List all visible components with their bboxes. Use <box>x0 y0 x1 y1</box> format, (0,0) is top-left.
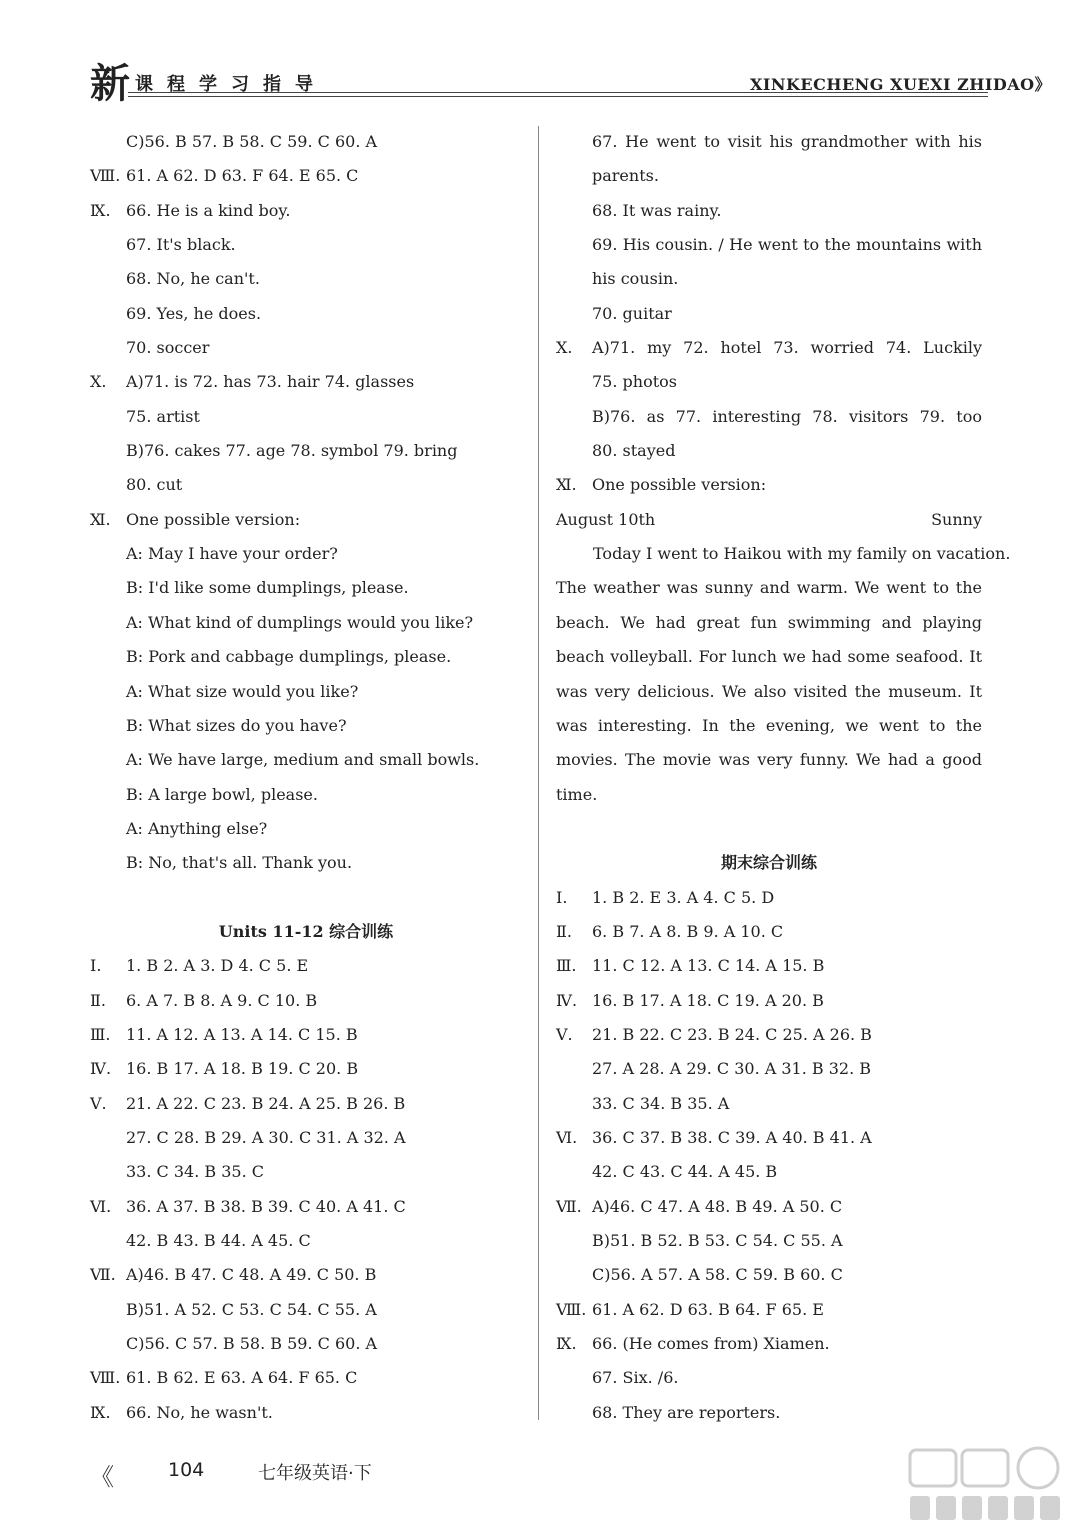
roman-numeral: Ⅸ. <box>556 1334 577 1354</box>
answer-line <box>90 675 522 709</box>
answer-text: B: Pork and cabbage dumplings, please. <box>126 647 452 667</box>
answer-line <box>90 468 522 502</box>
answer-text: 68. No, he can't. <box>126 269 260 289</box>
answer-text: 36. A 37. B 38. B 39. C 40. A 41. C <box>126 1196 406 1216</box>
roman-numeral: Ⅱ. <box>556 921 572 941</box>
answer-line <box>556 1224 982 1258</box>
answer-line <box>90 743 522 777</box>
answer-line <box>90 400 522 434</box>
section-title-text: Units 11-12 综合训练 <box>218 921 394 941</box>
answer-text: A)71. my 72. hotel 73. worried 74. Luckily <box>592 338 982 358</box>
answer-line <box>90 434 522 468</box>
answer-line <box>556 984 982 1018</box>
answer-text: A)71. is 72. has 73. hair 74. glasses <box>126 372 415 392</box>
answer-line <box>90 159 522 193</box>
spacer <box>556 812 982 846</box>
left-column <box>90 125 522 1430</box>
answer-line <box>90 1258 522 1292</box>
answer-text: 16. B 17. A 18. B 19. C 20. B <box>126 1059 359 1079</box>
diary-line <box>556 571 982 605</box>
answer-line <box>556 297 982 331</box>
answer-text: 11. C 12. A 13. C 14. A 15. B <box>592 956 825 976</box>
section-title-text: 期末综合训练 <box>720 853 817 873</box>
header-rule-top <box>128 92 988 93</box>
answer-line <box>90 778 522 812</box>
answer-text: C)56. B 57. B 58. C 59. C 60. A <box>126 132 378 151</box>
answer-text: 68. It was rainy. <box>592 200 722 220</box>
diary-line <box>556 778 982 812</box>
answer-text: A: May I have your order? <box>126 544 338 564</box>
answer-line <box>90 1052 522 1086</box>
answer-text: 6. A 7. B 8. A 9. C 10. B <box>126 990 318 1010</box>
answer-text: 16. B 17. A 18. C 19. A 20. B <box>592 990 824 1010</box>
answer-text: A)46. B 47. C 48. A 49. C 50. B <box>126 1265 377 1285</box>
answer-line <box>556 365 982 399</box>
answer-line <box>556 125 982 159</box>
answer-line <box>556 949 982 983</box>
answer-line <box>90 640 522 674</box>
diary-text: The weather was sunny and warm. We went to the <box>556 578 982 598</box>
answer-text: 70. guitar <box>592 303 672 323</box>
page-number: 104 <box>168 1459 205 1481</box>
answer-line <box>556 881 982 915</box>
answer-text: his cousin. <box>592 269 679 289</box>
roman-numeral: Ⅺ. <box>556 475 577 495</box>
diary-text: beach volleyball. For lunch we had some seafood. It <box>556 647 982 667</box>
diary-text: was very delicious. We also visited the museum. It <box>556 681 982 701</box>
answer-line <box>90 297 522 331</box>
answer-text: 33. C 34. B 35. C <box>126 1162 265 1182</box>
roman-numeral: Ⅵ. <box>90 1196 112 1216</box>
answer-line <box>90 1190 522 1224</box>
diary-text: time. <box>556 784 598 804</box>
answer-text: 61. A 62. D 63. B 64. F 65. E <box>592 1299 824 1319</box>
header-pinyin-text: XINKECHENG XUEXI ZHIDAO <box>750 75 1035 94</box>
answer-text: 68. They are reporters. <box>592 1402 781 1422</box>
answer-text: 66. No, he wasn't. <box>126 1402 273 1422</box>
answer-line <box>556 159 982 193</box>
diary-weather: Sunny <box>931 509 982 529</box>
answer-text: 42. C 43. C 44. A 45. B <box>592 1162 778 1182</box>
answer-text: B: I'd like some dumplings, please. <box>126 578 409 598</box>
roman-numeral: Ⅷ. <box>90 1368 121 1388</box>
watermark-logo <box>906 1446 1064 1526</box>
roman-numeral: Ⅴ. <box>556 1024 573 1044</box>
roman-numeral: Ⅱ. <box>90 990 106 1010</box>
answer-line <box>90 1293 522 1327</box>
answer-text: 42. B 43. B 44. A 45. C <box>126 1231 311 1250</box>
answer-text: One possible version: <box>126 509 301 529</box>
answer-text: 21. B 22. C 23. B 24. C 25. A 26. B <box>592 1024 872 1044</box>
answer-text: 33. C 34. B 35. A <box>592 1093 730 1113</box>
answer-line <box>556 1327 982 1361</box>
answer-text: 11. A 12. A 13. A 14. C 15. B <box>126 1024 358 1044</box>
answer-text: A: We have large, medium and small bowls. <box>126 750 480 770</box>
answer-line <box>90 709 522 743</box>
answer-line <box>90 1224 522 1258</box>
answer-line <box>90 812 522 846</box>
diary-date: August 10th <box>556 509 656 529</box>
answer-line <box>90 1018 522 1052</box>
answer-text: 69. His cousin. / He went to the mountains with <box>592 235 982 255</box>
answer-text: 69. Yes, he does. <box>126 303 262 323</box>
roman-numeral: Ⅰ. <box>556 887 568 907</box>
answer-line <box>556 434 982 468</box>
answer-line <box>90 1121 522 1155</box>
answer-line <box>556 1396 982 1430</box>
answer-line <box>556 331 982 365</box>
diary-line <box>556 675 982 709</box>
roman-numeral: Ⅶ. <box>556 1196 582 1216</box>
diary-line <box>556 606 982 640</box>
answer-text: 61. A 62. D 63. F 64. E 65. C <box>126 166 359 186</box>
answer-text: 27. C 28. B 29. A 30. C 31. A 32. A <box>126 1127 406 1147</box>
roman-numeral: Ⅷ. <box>90 166 121 186</box>
answer-line <box>556 468 982 502</box>
roman-numeral: Ⅶ. <box>90 1265 116 1285</box>
answer-text: 36. C 37. B 38. C 39. A 40. B 41. A <box>592 1127 872 1147</box>
answer-text: A)46. C 47. A 48. B 49. A 50. C <box>592 1196 843 1216</box>
roman-numeral: Ⅹ. <box>556 338 573 358</box>
answer-line <box>556 1190 982 1224</box>
header-arrows: 》 <box>1034 75 1052 94</box>
answer-line <box>556 1293 982 1327</box>
answer-line <box>90 1396 522 1430</box>
answer-line <box>556 1052 982 1086</box>
answer-line <box>90 194 522 228</box>
section-title <box>556 846 982 880</box>
roman-numeral: Ⅳ. <box>90 1059 112 1079</box>
answer-line <box>90 228 522 262</box>
answer-line <box>90 331 522 365</box>
answer-line <box>90 571 522 605</box>
book-title: 七年级英语·下 <box>258 1463 372 1484</box>
roman-numeral: Ⅷ. <box>556 1299 587 1319</box>
answer-text: 70. soccer <box>126 338 210 358</box>
answer-text: A: Anything else? <box>126 818 268 838</box>
roman-numeral: Ⅺ. <box>90 509 111 529</box>
diary-line <box>556 743 982 777</box>
answer-line <box>90 881 522 915</box>
answer-line <box>556 1258 982 1292</box>
header-logo: 新 <box>90 60 130 107</box>
answer-line <box>90 1327 522 1361</box>
diary-text: Today I went to Haikou with my family on vacation. <box>593 544 1011 564</box>
answer-text: B)76. as 77. interesting 78. visitors 79. too <box>592 406 982 426</box>
answer-line <box>90 125 522 159</box>
answer-line <box>90 606 522 640</box>
answer-text: 67. Six. /6. <box>592 1368 679 1388</box>
answer-text: B)76. cakes 77. age 78. symbol 79. bring <box>126 441 458 461</box>
roman-numeral: Ⅸ. <box>90 1402 111 1422</box>
answer-text: 67. It's black. <box>126 235 236 255</box>
answer-line <box>90 984 522 1018</box>
answer-line <box>556 194 982 228</box>
section-title <box>90 915 522 949</box>
diary-text: was interesting. In the evening, we went to the <box>556 715 982 735</box>
answer-line <box>90 262 522 296</box>
answer-text: 61. B 62. E 63. A 64. F 65. C <box>126 1368 358 1388</box>
answer-line <box>556 915 982 949</box>
answer-text: B)51. A 52. C 53. C 54. C 55. A <box>126 1299 377 1319</box>
answer-line <box>90 1361 522 1395</box>
column-divider <box>538 126 539 1420</box>
right-column <box>556 125 1011 1430</box>
answer-text: B: What sizes do you have? <box>126 715 347 735</box>
answer-text: 80. stayed <box>592 441 676 461</box>
answer-text: B: A large bowl, please. <box>126 784 318 804</box>
diary-line <box>556 709 982 743</box>
answer-line <box>556 1018 982 1052</box>
footer-arrows-icon: 《 <box>90 1463 114 1491</box>
answer-text: 66. (He comes from) Xiamen. <box>592 1334 830 1354</box>
answer-text: 66. He is a kind boy. <box>126 200 291 220</box>
roman-numeral: Ⅰ. <box>90 956 102 976</box>
answer-text: C)56. A 57. A 58. C 59. B 60. C <box>592 1265 843 1285</box>
answer-line <box>90 365 522 399</box>
answer-line <box>90 949 522 983</box>
answer-line <box>556 1361 982 1395</box>
answer-text: 1. B 2. E 3. A 4. C 5. D <box>592 887 775 907</box>
answer-line <box>90 1087 522 1121</box>
roman-numeral: Ⅲ. <box>90 1024 111 1044</box>
answer-line <box>90 846 522 880</box>
answer-line <box>556 1155 982 1189</box>
answer-text: 6. B 7. A 8. B 9. A 10. C <box>592 921 784 941</box>
diary-line <box>556 640 982 674</box>
answer-line <box>556 262 982 296</box>
answer-text: One possible version: <box>592 475 767 495</box>
answer-text: C)56. C 57. B 58. B 59. C 60. A <box>126 1334 378 1354</box>
roman-numeral: Ⅴ. <box>90 1093 107 1113</box>
answer-text: 80. cut <box>126 475 183 495</box>
roman-numeral: Ⅲ. <box>556 956 577 976</box>
answer-text: 1. B 2. A 3. D 4. C 5. E <box>126 956 309 976</box>
diary-text: beach. We had great fun swimming and playing <box>556 612 982 632</box>
roman-numeral: Ⅸ. <box>90 200 111 220</box>
answer-text: 27. A 28. A 29. C 30. A 31. B 32. B <box>592 1059 872 1079</box>
answer-text: B)51. B 52. B 53. C 54. C 55. A <box>592 1231 843 1250</box>
answer-text: 67. He went to visit his grandmother with his <box>592 132 982 151</box>
answer-text: A: What size would you like? <box>126 681 359 701</box>
diary-text: movies. The movie was very funny. We had a good <box>556 750 982 770</box>
diary-line <box>556 537 1011 571</box>
answer-line <box>556 400 982 434</box>
header-title: 课程学习指导 <box>135 74 327 95</box>
answer-text: 21. A 22. C 23. B 24. A 25. B 26. B <box>126 1093 406 1113</box>
roman-numeral: Ⅳ. <box>556 990 578 1010</box>
answer-text: 75. photos <box>592 372 677 392</box>
answer-text: A: What kind of dumplings would you like? <box>126 612 474 632</box>
header-rule-bottom <box>128 96 988 97</box>
answer-line <box>556 1087 982 1121</box>
roman-numeral: Ⅵ. <box>556 1127 578 1147</box>
answer-line <box>90 1155 522 1189</box>
answer-line <box>556 1121 982 1155</box>
answer-line <box>556 228 982 262</box>
answer-line <box>90 537 522 571</box>
answer-line <box>90 503 522 537</box>
answer-text: 75. artist <box>126 406 200 426</box>
diary-header <box>556 503 982 537</box>
answer-text: B: No, that's all. Thank you. <box>126 853 353 873</box>
roman-numeral: Ⅹ. <box>90 372 107 392</box>
answer-text: parents. <box>592 166 659 186</box>
